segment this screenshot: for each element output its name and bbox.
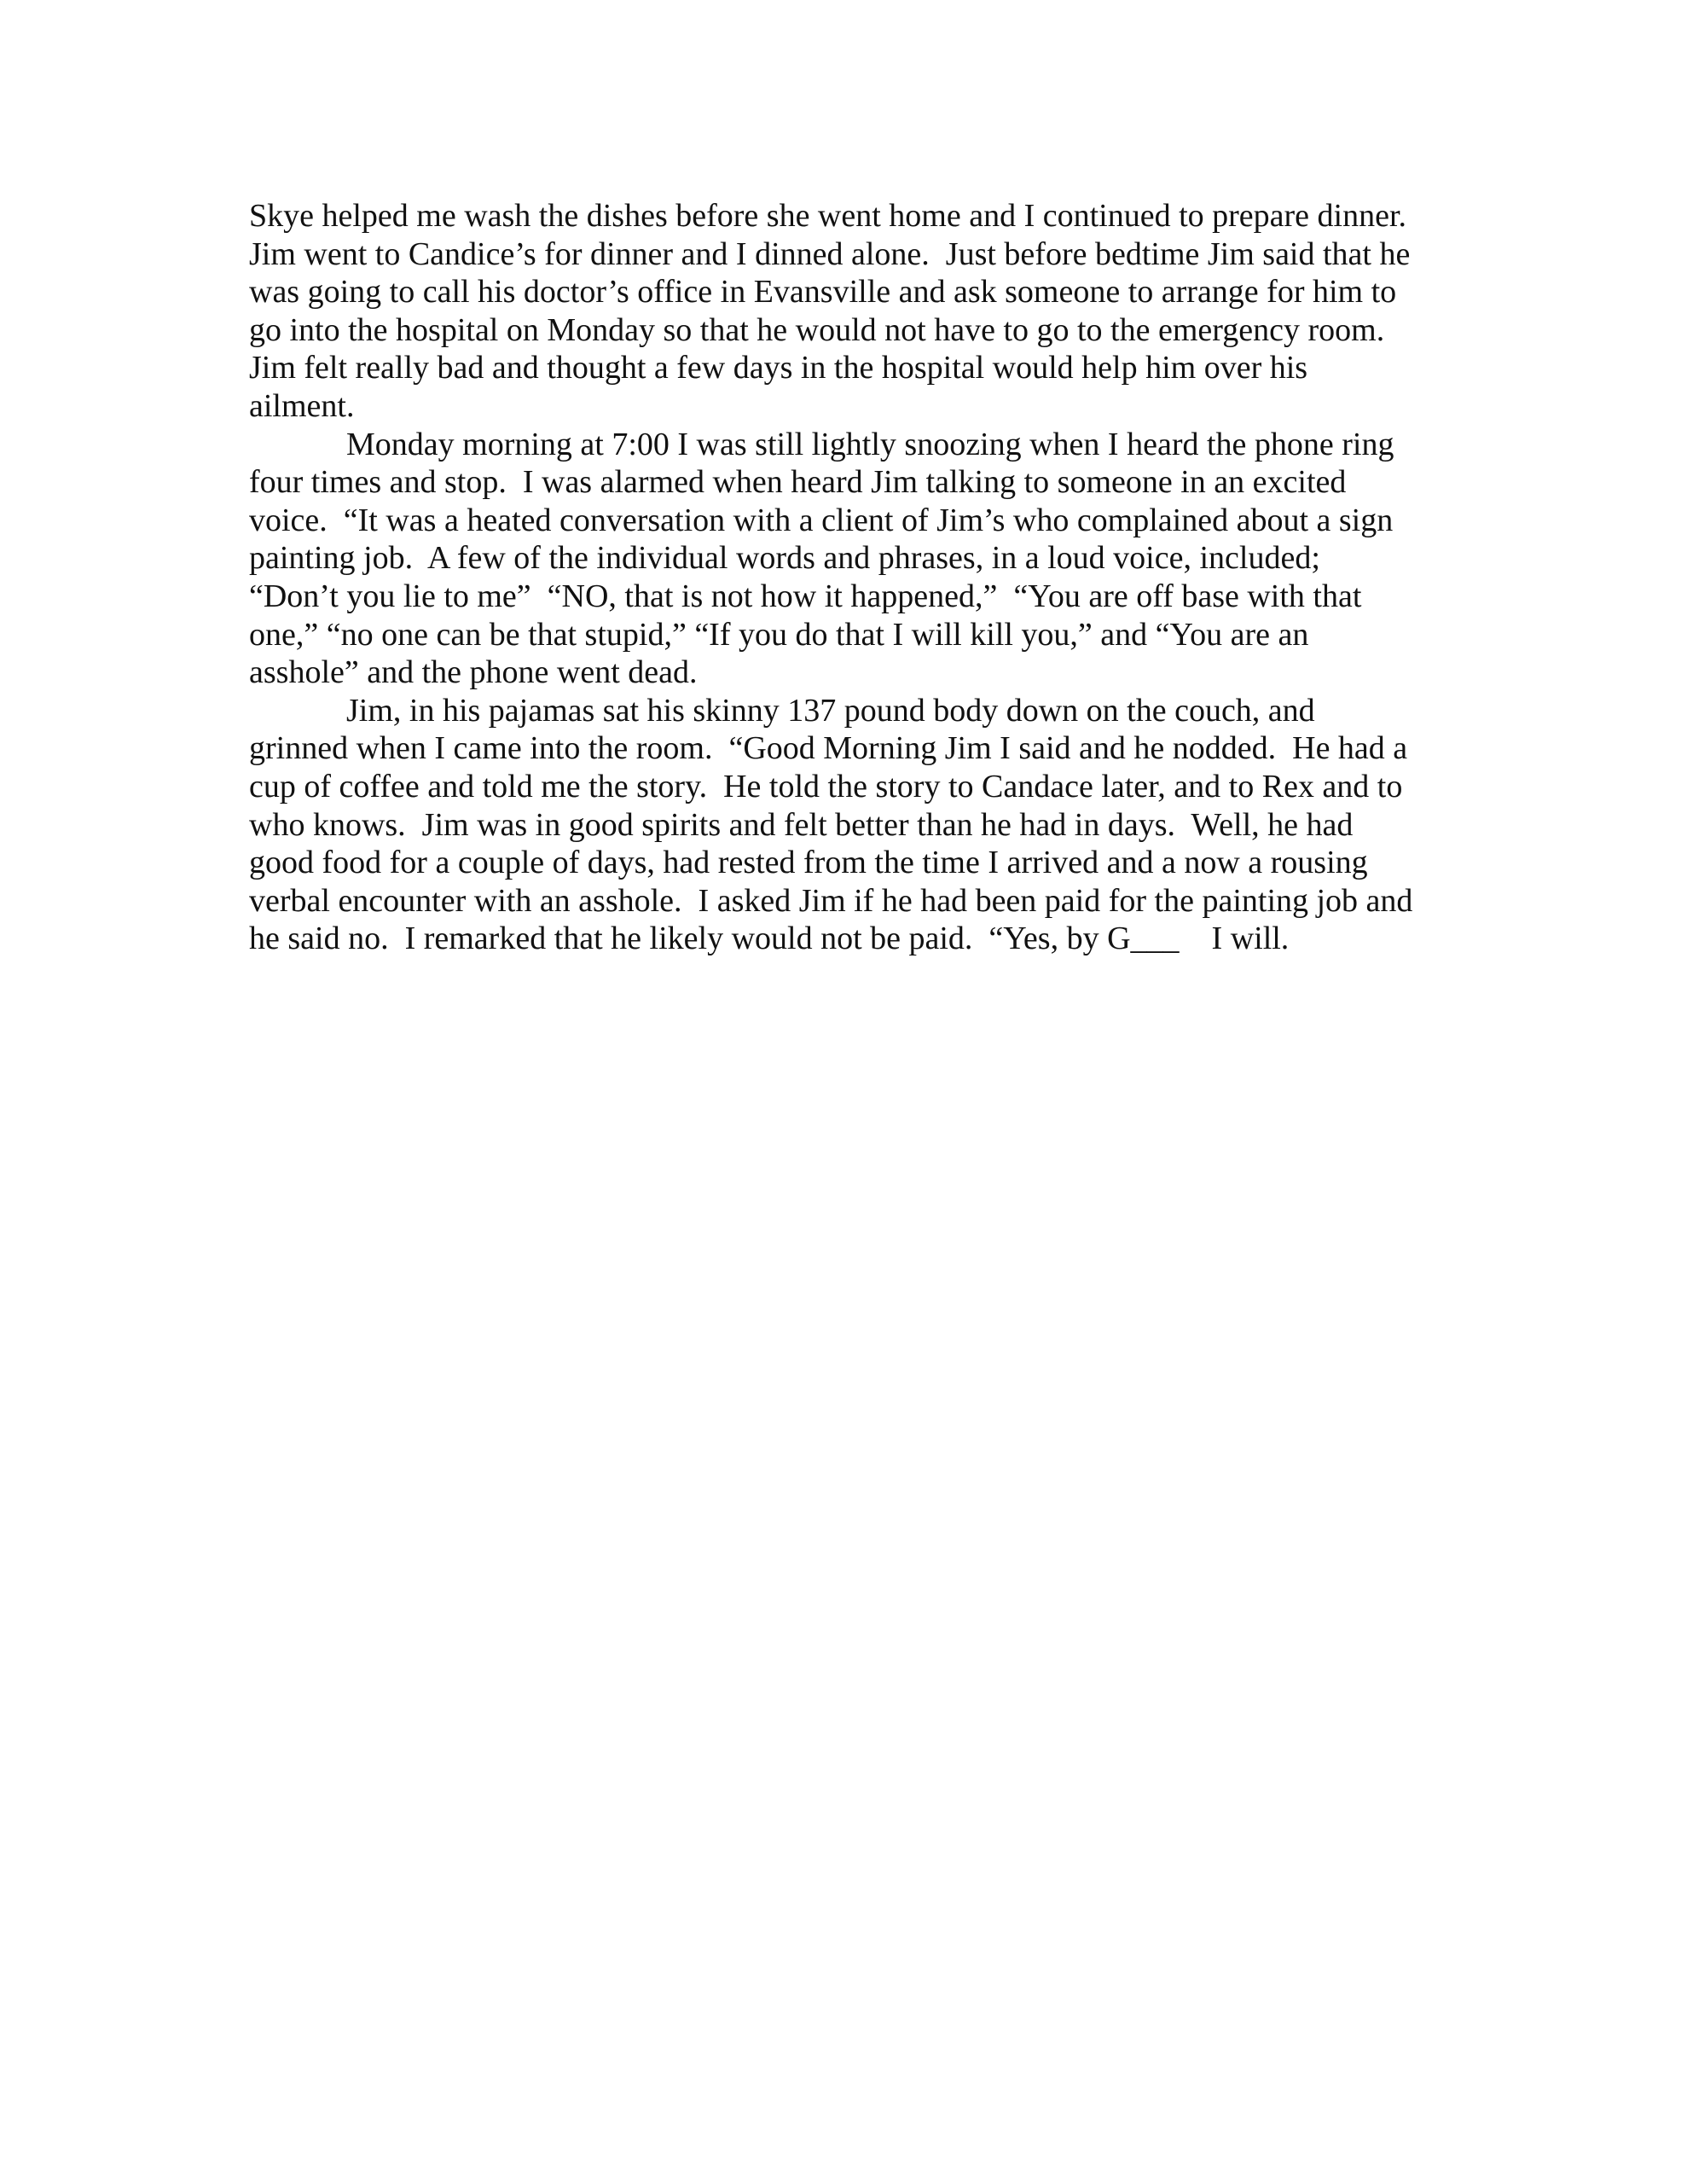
text-line: voice. “It was a heated conversation with a client of Jim’s who complained about a sign xyxy=(249,502,1394,538)
text-line: he said no. I remarked that he likely would not be paid. “Yes, by G___ I will. xyxy=(249,921,1290,957)
text-line: Jim felt really bad and thought a few days in the hospital would help him over his xyxy=(249,350,1308,386)
text-line: who knows. Jim was in good spirits and felt better than he had in days. Well, he had xyxy=(249,806,1354,843)
text-line: Jim, in his pajamas sat his skinny 137 pound body down on the couch, and xyxy=(249,692,1315,729)
text-line: “Don’t you lie to me” “NO, that is not how it happened,” “You are off base with that xyxy=(249,578,1362,614)
text-line: good food for a couple of days, had rested from the time I arrived and a now a rousing xyxy=(249,845,1368,881)
text-line: painting job. A few of the individual words and phrases, in a loud voice, included; xyxy=(249,540,1320,577)
text-line: Monday morning at 7:00 I was still lightly snoozing when I heard the phone ring xyxy=(249,426,1394,462)
text-line: grinned when I came into the room. “Good Morning Jim I said and he nodded. He had a xyxy=(249,730,1408,767)
text-line: go into the hospital on Monday so that he would not have to go to the emergency room. xyxy=(249,311,1385,348)
text-line: ailment. xyxy=(249,387,355,424)
text-line: verbal encounter with an asshole. I asked Jim if he had been paid for the painting job and xyxy=(249,882,1413,919)
text-line: cup of coffee and told me the story. He told the story to Candace later, and to Rex and to xyxy=(249,768,1403,804)
body-text xyxy=(249,197,1460,958)
text-line: four times and stop. I was alarmed when heard Jim talking to someone in an excited xyxy=(249,464,1347,501)
text-line: one,” “no one can be that stupid,” “If you do that I will kill you,” and “You are an xyxy=(249,616,1309,653)
text-line: asshole” and the phone went dead. xyxy=(249,654,698,691)
text-line: Skye helped me wash the dishes before she went home and I continued to prepare dinner. xyxy=(249,198,1407,234)
text-line: Jim went to Candice’s for dinner and I dinned alone. Just before bedtime Jim said that he xyxy=(249,235,1411,272)
text-line: was going to call his doctor’s office in Evansville and ask someone to arrange for him to xyxy=(249,274,1397,311)
